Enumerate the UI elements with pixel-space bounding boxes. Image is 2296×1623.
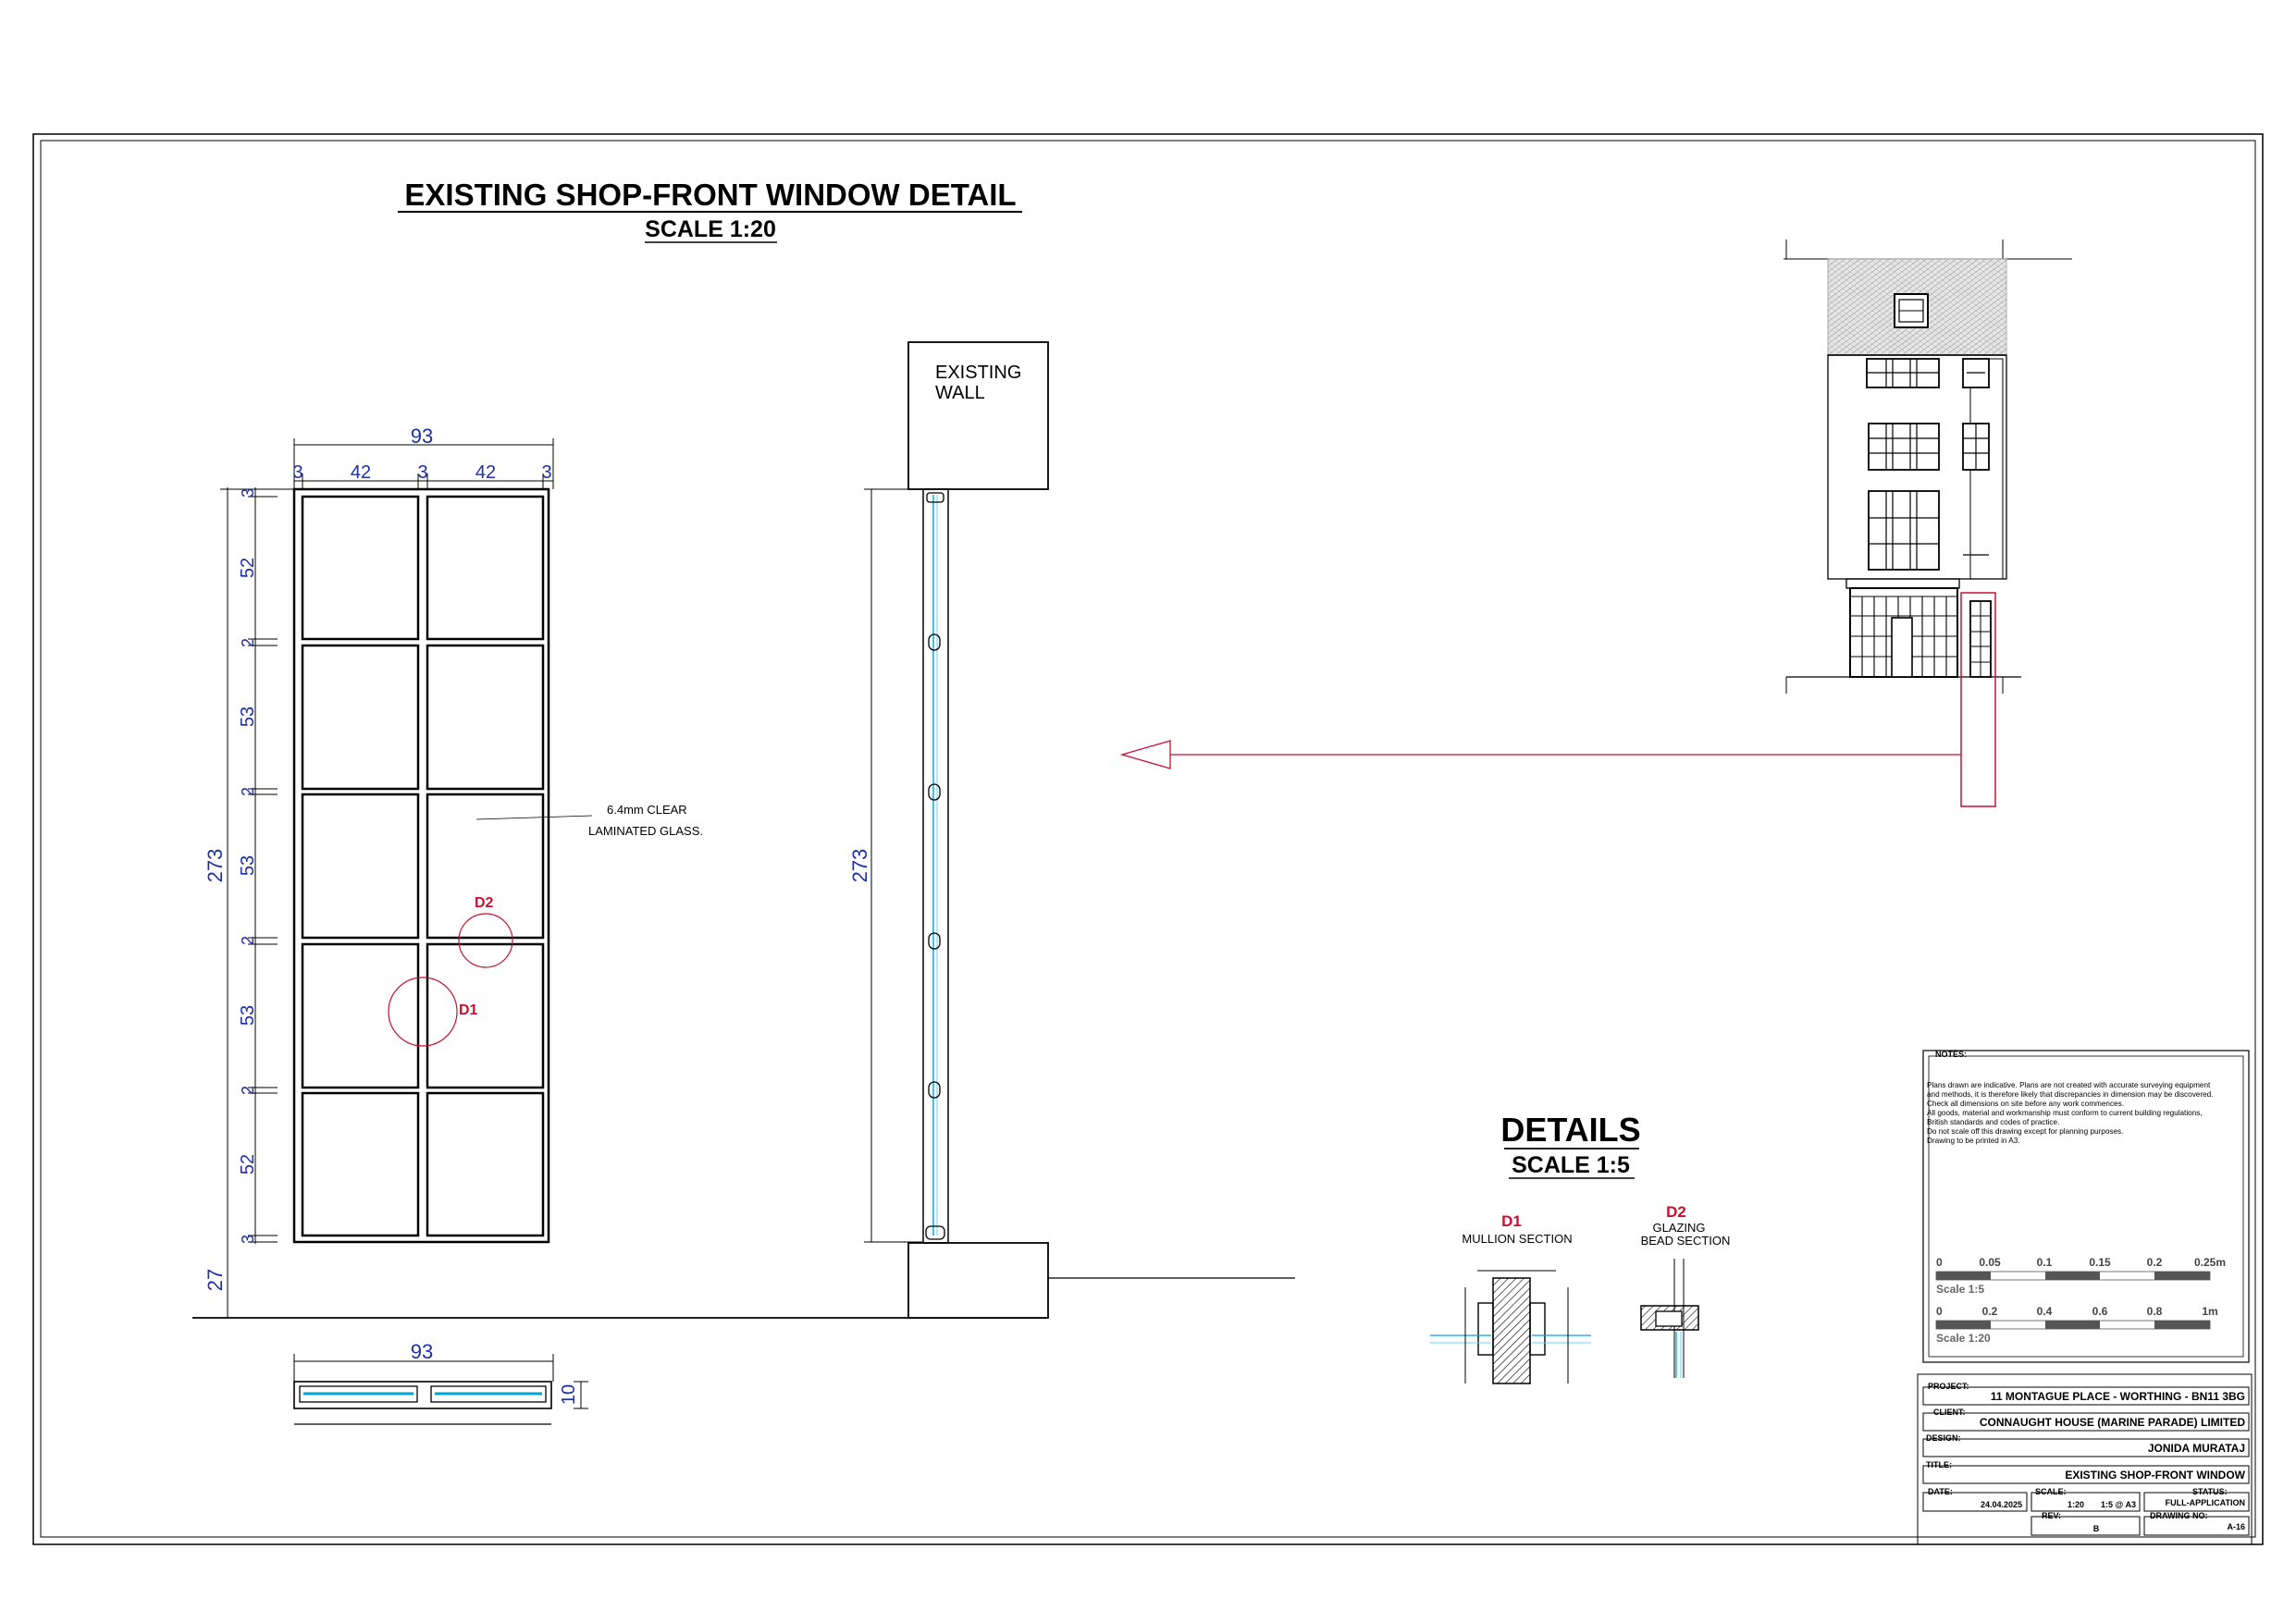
svg-text:0.05: 0.05 [1979, 1256, 2001, 1269]
notes-line-5: British standards and codes of practice. [1927, 1118, 2060, 1126]
date-label: DATE: [1928, 1487, 1953, 1496]
side-dim-4: 53 [238, 706, 258, 728]
side-dim-9: 2 [239, 1085, 257, 1096]
side-dim-11: 3 [239, 1234, 257, 1245]
svg-text:0.1: 0.1 [2036, 1256, 2053, 1269]
notes-line-6: Do not scale off this drawing except for planning purposes. [1927, 1127, 2124, 1136]
main-title: EXISTING SHOP-FRONT WINDOW DETAIL [404, 178, 1017, 212]
notes-panel [1923, 1050, 2249, 1362]
svg-text:0.2: 0.2 [1981, 1305, 1998, 1318]
scale-value-2: 1:5 @ A3 [2101, 1500, 2136, 1509]
title-value: EXISTING SHOP-FRONT WINDOW [2065, 1469, 2245, 1482]
side-dim-5: 2 [239, 786, 257, 797]
window-frame [294, 489, 549, 1242]
design-label: DESIGN: [1926, 1433, 1961, 1443]
glass-note-leader [476, 816, 592, 819]
detail-d2-label-1: GLAZING [1652, 1221, 1706, 1235]
section-height-dim: 273 [848, 848, 871, 883]
detail-d1 [1430, 1212, 1591, 1383]
svg-text:0: 0 [1936, 1256, 1943, 1269]
scale-bar-1-5 [1936, 1256, 2226, 1296]
top-dim-1: 3 [292, 462, 303, 483]
svg-text:0: 0 [1936, 1305, 1943, 1318]
section-glazing-beads [926, 493, 944, 1239]
svg-text:1m: 1m [2202, 1305, 2218, 1318]
details-title: DETAILS [1500, 1111, 1641, 1149]
status-value: FULL-APPLICATION [2165, 1498, 2245, 1507]
main-title-block [398, 178, 1022, 242]
detail-d2-label-2: BEAD SECTION [1640, 1234, 1731, 1248]
detail-d2-tag: D2 [1666, 1203, 1686, 1221]
overall-height-dim: 273 [204, 848, 227, 883]
glass-note-line2: LAMINATED GLASS. [588, 824, 704, 838]
side-dim-2: 52 [238, 557, 258, 579]
scale-value-1: 1:20 [2068, 1500, 2085, 1509]
side-dim-3: 2 [239, 637, 257, 648]
title-block [1918, 1374, 2252, 1544]
scale-bar-1-20 [1936, 1305, 2218, 1345]
design-value: JONIDA MURATAJ [2147, 1442, 2245, 1455]
client-label: CLIENT: [1933, 1408, 1966, 1417]
shop-door [1892, 618, 1912, 677]
date-value: 24.04.2025 [1980, 1500, 2022, 1509]
svg-text:0.8: 0.8 [2146, 1305, 2163, 1318]
notes-heading: NOTES: [1935, 1050, 1968, 1059]
existing-wall-base [908, 1243, 1048, 1318]
window-section [848, 342, 1295, 1318]
client-value: CONNAUGHT HOUSE (MARINE PARADE) LIMITED [1979, 1416, 2245, 1429]
glass-note-line1: 6.4mm CLEAR [607, 803, 687, 817]
building-key-elevation [1784, 240, 2072, 806]
detail-d1-label: MULLION SECTION [1462, 1232, 1573, 1246]
notes-line-1: Plans drawn are indicative. Plans are not created with accurate surveying equipment [1927, 1081, 2211, 1089]
top-dim-4: 42 [475, 462, 497, 483]
side-dim-10: 52 [238, 1153, 258, 1175]
rev-value: B [2092, 1524, 2100, 1533]
detail-marker-d1: D1 [459, 1002, 478, 1018]
detail-callout-d2 [459, 914, 512, 967]
svg-text:0.15: 0.15 [2089, 1256, 2111, 1269]
side-dim-1: 3 [239, 487, 257, 498]
overall-width-dim: 93 [410, 424, 434, 448]
notes-line-3: Check all dimensions on site before any work commences. [1927, 1100, 2124, 1108]
details-title-block [1500, 1111, 1640, 1178]
scale-label: SCALE: [2035, 1487, 2067, 1496]
detail-d1-tag: D1 [1501, 1212, 1522, 1230]
wall-label-line2: WALL [935, 383, 985, 403]
glazing-panes [302, 497, 543, 1236]
title-label: TITLE: [1926, 1460, 1952, 1469]
rev-label: REV: [2042, 1511, 2062, 1520]
project-label: PROJECT: [1928, 1382, 1969, 1391]
detail-callout-d1 [389, 977, 457, 1046]
top-dim-2: 42 [350, 462, 372, 483]
top-dim-3: 3 [417, 462, 428, 483]
side-dim-8: 53 [238, 1004, 258, 1027]
details-scale: SCALE 1:5 [1512, 1152, 1630, 1178]
svg-text:0.4: 0.4 [2036, 1305, 2053, 1318]
drawing-no-value: A-16 [2227, 1522, 2245, 1531]
svg-text:0.25m: 0.25m [2193, 1256, 2227, 1269]
sill-height-dim: 27 [204, 1268, 227, 1292]
status-label: STATUS: [2192, 1487, 2228, 1496]
plan-depth-dim: 10 [559, 1383, 579, 1406]
main-title-scale: SCALE 1:20 [645, 216, 776, 242]
drawing-no-label: DRAWING NO: [2150, 1511, 2208, 1520]
detail-marker-d2: D2 [475, 895, 494, 911]
scale-bar-2-label: Scale 1:20 [1936, 1332, 1991, 1345]
top-dim-5: 3 [541, 462, 552, 483]
notes-line-4: All goods, material and workmanship must conform to current building regulations, [1927, 1109, 2203, 1117]
plan-width-dim: 93 [410, 1340, 434, 1363]
detail-d2 [1641, 1203, 1731, 1378]
svg-text:0.6: 0.6 [2092, 1305, 2108, 1318]
svg-text:0.2: 0.2 [2146, 1256, 2163, 1269]
window-plan [294, 1340, 588, 1424]
side-dim-7: 2 [239, 935, 257, 946]
notes-line-7: Drawing to be printed in A3. [1927, 1137, 2020, 1145]
window-elevation [192, 424, 703, 1318]
reference-arrow [1122, 741, 1961, 768]
notes-line-2: and methods, it is therefore likely that discrepancies in dimension may be discovered. [1927, 1090, 2214, 1099]
scale-bar-1-label: Scale 1:5 [1936, 1283, 1985, 1296]
side-dimension-lines [192, 487, 294, 1318]
project-value: 11 MONTAGUE PLACE - WORTHING - BN11 3BG [1990, 1390, 2245, 1403]
side-dim-6: 53 [238, 855, 258, 877]
wall-label-line1: EXISTING [935, 363, 1022, 383]
